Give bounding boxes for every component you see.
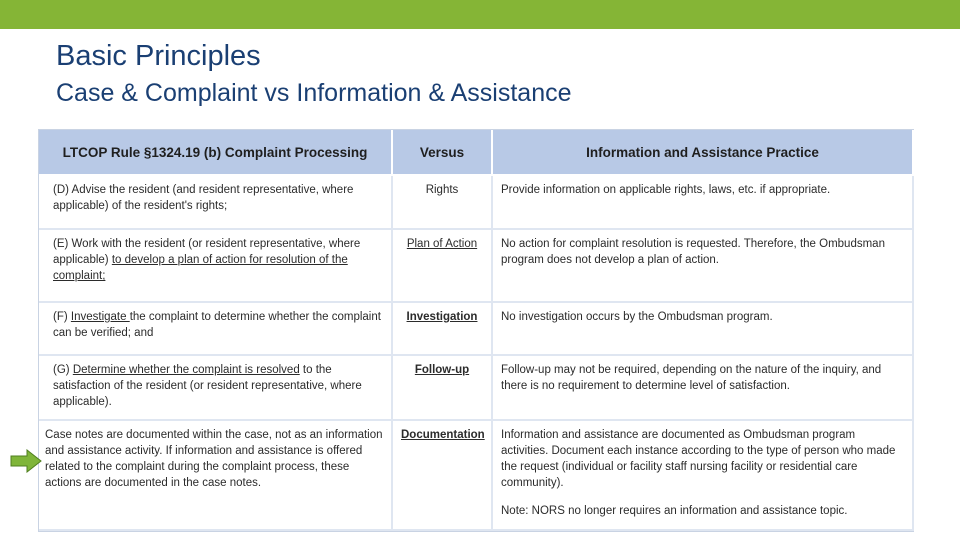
versus-cell: Plan of Action	[392, 229, 492, 302]
slide-title: Basic Principles	[56, 40, 261, 72]
versus-cell: Rights	[392, 175, 492, 229]
header-versus: Versus	[392, 130, 492, 175]
table-row	[39, 175, 913, 229]
rule-text: (F)	[53, 311, 71, 323]
practice-cell: No investigation occurs by the Ombudsman program.	[492, 302, 913, 355]
table-row	[39, 355, 913, 420]
right-arrow-icon	[10, 449, 42, 473]
table-row	[39, 229, 913, 302]
rule-cell	[39, 229, 392, 302]
practice-cell: Provide information on applicable rights, laws, etc. if appropriate.	[492, 175, 913, 229]
rule-cell	[39, 355, 392, 420]
practice-cell: No action for complaint resolution is requested. Therefore, the Ombudsman program does not develop a plan of action.	[492, 229, 913, 302]
table-row	[39, 302, 913, 355]
rule-underlined-text: Determine whether the complaint is resolved	[72, 364, 300, 376]
comparison-table	[38, 129, 914, 532]
versus-cell: Investigation	[392, 302, 492, 355]
table-header-row	[39, 130, 913, 175]
rule-text-post: the complaint to determine whether the complaint can be verified; and	[53, 311, 381, 339]
versus-cell: Documentation	[392, 420, 492, 530]
header-complaint-processing: LTCOP Rule §1324.19 (b) Complaint Processing	[39, 130, 392, 175]
rule-text: (G)	[53, 364, 73, 376]
rule-cell: (D) Advise the resident (and resident representative, where applicable) of the resident's rights;	[39, 175, 392, 229]
rule-cell	[39, 302, 392, 355]
practice-cell	[492, 420, 913, 530]
rule-underlined-text: to develop a plan of action for resolution of the complaint;	[53, 254, 348, 282]
versus-cell: Follow-up	[392, 355, 492, 420]
header-info-assistance: Information and Assistance Practice	[492, 130, 913, 175]
practice-cell: Follow-up may not be required, depending on the nature of the inquiry, and there is no requirement to determine level of satisfaction.	[492, 355, 913, 420]
rule-text: (E) Work with the resident (or resident representative, where applicable)	[53, 238, 361, 266]
rule-cell: Case notes are documented within the case, not as an information and assistance activity. If information and assistance is offered related to the complaint during the complaint process, these actions are documented in the case notes.	[39, 420, 392, 530]
top-accent-bar	[0, 0, 960, 29]
slide-subtitle: Case & Complaint vs Information & Assistance	[56, 79, 572, 107]
practice-text: Information and assistance are documented as Ombudsman program activities. Document each instance according to the type of person who made the request (individual or facility staff nursing facility or residential care community).	[501, 429, 896, 489]
practice-note: Note: NORS no longer requires an information and assistance topic.	[501, 505, 848, 517]
rule-underlined-text: Investigate	[70, 311, 130, 323]
table-row	[39, 420, 913, 530]
rule-text-post: to the satisfaction of the resident (or resident representative, where applicable).	[53, 364, 362, 408]
